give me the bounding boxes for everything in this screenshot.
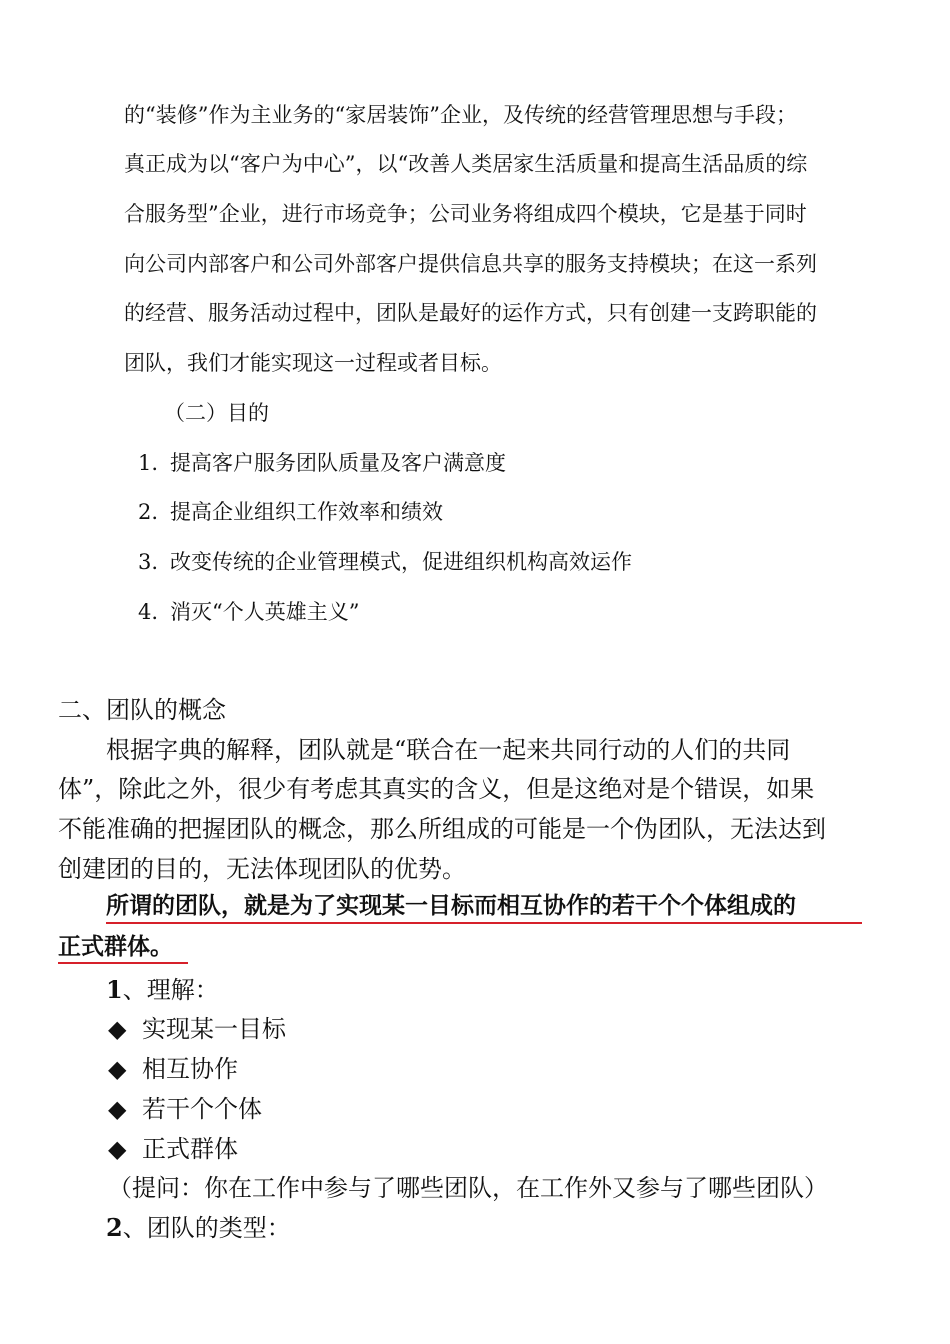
definition-underline (58, 962, 188, 964)
intro-line-6: 团队，我们才能实现这一过程或者目标。 (124, 351, 502, 375)
understanding-number: 1 (106, 975, 123, 1004)
purpose-item-text: 提高客户服务团队质量及客户满意度 (170, 451, 506, 475)
purpose-item (138, 546, 632, 576)
intro-line-1: 的“装修”作为主业务的“家居装饰”企业，及传统的经营管理思想与手段； (124, 103, 797, 127)
concept-line-1: 根据字典的解释，团队就是“联合在一起来共同行动的人们的共同 (106, 736, 791, 764)
bullet-item (108, 1129, 238, 1164)
intro-line-4: 向公司内部客户和公司外部客户提供信息共享的服务支持模块；在这一系列 (124, 252, 817, 276)
definition-line-1: 所谓的团队，就是为了实现某一目标而相互协作的若干个个体组成的 (106, 893, 796, 919)
bullet-item (108, 1049, 238, 1084)
definition-line-2: 正式群体。 (58, 934, 173, 960)
purpose-item-number: 3. (138, 550, 159, 574)
purpose-item-text: 改变传统的企业管理模式，促进组织机构高效运作 (170, 550, 632, 574)
bullet-text: 实现某一目标 (142, 1015, 286, 1043)
diamond-icon: ◆ (108, 1055, 127, 1083)
diamond-icon: ◆ (108, 1015, 127, 1043)
purpose-item-text: 消灭“个人英雄主义” (170, 600, 360, 624)
team-types-heading (106, 1208, 291, 1243)
bullet-text: 正式群体 (142, 1135, 238, 1163)
bullet-item (108, 1009, 286, 1044)
bullet-text: 相互协作 (142, 1055, 238, 1083)
purpose-item (138, 496, 443, 526)
purpose-item-number: 1. (138, 451, 159, 475)
understanding-heading (106, 970, 219, 1005)
purpose-item-text: 提高企业组织工作效率和绩效 (170, 500, 443, 524)
concept-line-2: 体”，除此之外，很少有考虑其真实的含义，但是这绝对是个错误，如果 (58, 775, 815, 803)
diamond-icon: ◆ (108, 1095, 127, 1123)
intro-line-2: 真正成为以“客户为中心”，以“改善人类居家生活质量和提高生活品质的综 (124, 152, 808, 176)
team-types-label: 、团队的类型： (122, 1214, 291, 1242)
purpose-item (138, 596, 359, 626)
purpose-heading: （二）目的 (164, 401, 269, 425)
intro-line-5: 的经营、服务活动过程中，团队是最好的运作方式，只有创建一支跨职能的 (124, 301, 817, 325)
concept-line-4: 创建团的目的，无法体现团队的优势。 (58, 855, 466, 883)
purpose-item-number: 2. (138, 500, 159, 524)
bullet-text: 若干个个体 (142, 1095, 262, 1123)
purpose-item (138, 447, 506, 477)
purpose-item-number: 4. (138, 600, 159, 624)
intro-line-3: 合服务型”企业，进行市场竞争；公司业务将组成四个模块，它是基于同时 (124, 202, 807, 226)
question-text: （提问：你在工作中参与了哪些团队，在工作外又参与了哪些团队） (108, 1174, 828, 1202)
diamond-icon: ◆ (108, 1135, 127, 1163)
definition-underline (106, 922, 862, 924)
bullet-item (108, 1089, 262, 1124)
concept-line-3: 不能准确的把握团队的概念，那么所组成的可能是一个伪团队，无法达到 (58, 815, 826, 843)
team-types-number: 2 (106, 1213, 123, 1242)
section-heading: 二、团队的概念 (58, 696, 226, 724)
understanding-label: 、理解： (122, 976, 219, 1004)
